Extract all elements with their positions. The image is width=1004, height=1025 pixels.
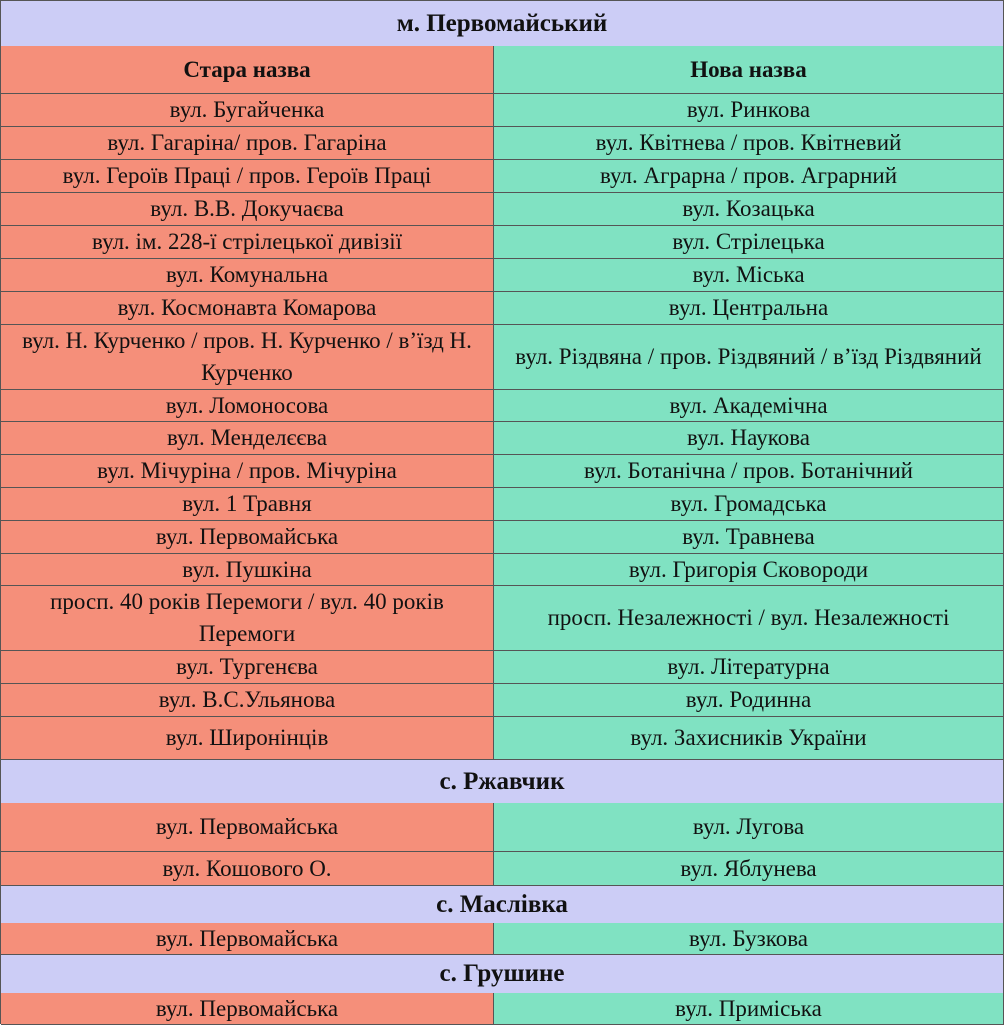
section-title: с. Маслівка (1, 886, 1004, 923)
table-row (1, 554, 1004, 586)
old-name-cell: вул. Героїв Праці / пров. Героїв Праці (1, 160, 494, 192)
old-name-cell: вул. Комунальна (1, 259, 494, 291)
table-row (1, 127, 1004, 160)
table-row (1, 160, 1004, 193)
old-name-cell: вул. Первомайська (1, 803, 494, 851)
new-name-cell: вул. Бузкова (494, 923, 1004, 954)
section-title: с. Ржавчик (1, 760, 1004, 803)
old-name-cell: вул. Первомайська (1, 521, 494, 553)
old-name-cell: вул. 1 Травня (1, 488, 494, 520)
new-name-cell: вул. Травнева (494, 521, 1004, 553)
new-name-cell: вул. Центральна (494, 292, 1004, 324)
old-name-cell: вул. Гагаріна/ пров. Гагаріна (1, 127, 494, 159)
new-name-cell: вул. Григорія Сковороди (494, 554, 1004, 585)
table-row (1, 717, 1004, 760)
old-name-cell: вул. В.С.Ульянова (1, 684, 494, 716)
old-name-cell: вул. Бугайченка (1, 94, 494, 126)
old-name-cell: вул. Тургенєва (1, 651, 494, 683)
table-row (1, 586, 1004, 651)
new-name-cell: вул. Приміська (494, 993, 1004, 1024)
new-name-cell: вул. Яблунева (494, 852, 1004, 885)
new-name-cell: вул. Літературна (494, 651, 1004, 683)
new-name-cell: вул. Лугова (494, 803, 1004, 851)
old-name-cell: вул. ім. 228-ї стрілецької дивізії (1, 226, 494, 258)
old-name-cell: вул. Мічуріна / пров. Мічуріна (1, 455, 494, 487)
old-name-cell: вул. Кошового О. (1, 852, 494, 885)
table-row (1, 684, 1004, 717)
old-name-cell: вул. Ломоносова (1, 390, 494, 421)
old-name-cell: вул. Пушкіна (1, 554, 494, 585)
table-row (1, 923, 1004, 955)
table-row (1, 993, 1004, 1025)
section-title: с. Грушине (1, 955, 1004, 993)
old-name-cell: просп. 40 років Перемоги / вул. 40 років Перемоги (1, 586, 494, 650)
table-row (1, 94, 1004, 127)
table-row (1, 651, 1004, 684)
old-name-cell: вул. Первомайська (1, 923, 494, 954)
old-name-header: Стара назва (1, 46, 494, 93)
new-name-cell: вул. Квітнева / пров. Квітневий (494, 127, 1004, 159)
new-name-cell: вул. Стрілецька (494, 226, 1004, 258)
table-row (1, 852, 1004, 886)
new-name-cell: вул. Родинна (494, 684, 1004, 716)
new-name-cell: вул. Академічна (494, 390, 1004, 421)
new-name-cell: вул. Захисників України (494, 717, 1004, 759)
old-name-cell: вул. Космонавта Комарова (1, 292, 494, 324)
section-title: м. Первомайський (1, 1, 1004, 46)
old-name-cell: вул. Широнінців (1, 717, 494, 759)
table-row (1, 325, 1004, 390)
old-name-cell: вул. Н. Курченко / пров. Н. Курченко / в’їзд Н. Курченко (1, 325, 494, 389)
new-name-cell: вул. Ботанічна / пров. Ботанічний (494, 455, 1004, 487)
table-row (1, 803, 1004, 852)
new-name-cell: просп. Незалежності / вул. Незалежності (494, 586, 1004, 650)
table-row (1, 422, 1004, 455)
table-row (1, 259, 1004, 292)
new-name-cell: вул. Аграрна / пров. Аграрний (494, 160, 1004, 192)
table-row (1, 455, 1004, 488)
table-row (1, 226, 1004, 259)
new-name-cell: вул. Громадська (494, 488, 1004, 520)
new-name-cell: вул. Ринкова (494, 94, 1004, 126)
old-name-cell: вул. Менделєєва (1, 422, 494, 454)
table-row (1, 521, 1004, 554)
new-name-cell: вул. Козацька (494, 193, 1004, 225)
new-name-header: Нова назва (494, 46, 1004, 93)
new-name-cell: вул. Різдвяна / пров. Різдвяний / в’їзд Різдвяний (494, 325, 1004, 389)
table-row (1, 193, 1004, 226)
table-row (1, 390, 1004, 422)
old-name-cell: вул. Первомайська (1, 993, 494, 1024)
table-row (1, 488, 1004, 521)
new-name-cell: вул. Наукова (494, 422, 1004, 454)
table-header (1, 46, 1004, 94)
new-name-cell: вул. Міська (494, 259, 1004, 291)
old-name-cell: вул. В.В. Докучаєва (1, 193, 494, 225)
table-row (1, 292, 1004, 325)
